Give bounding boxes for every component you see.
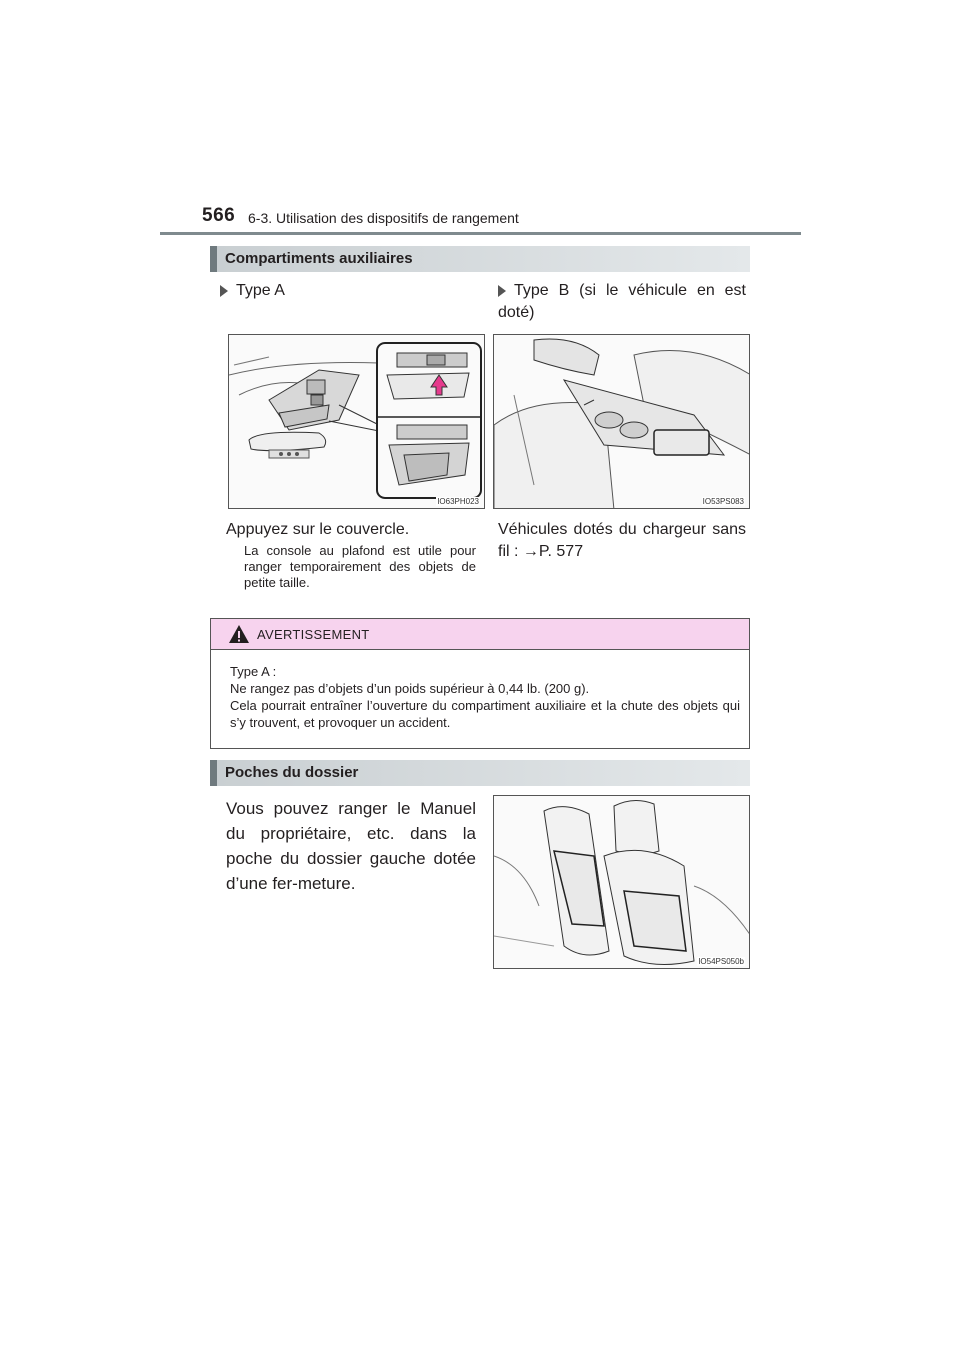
figure-type-a-overhead-console	[228, 334, 485, 509]
center-console-illustration	[494, 335, 750, 509]
warning-box	[210, 618, 750, 749]
warning-title: AVERTISSEMENT	[257, 627, 370, 642]
page-number: 566	[202, 205, 236, 226]
chapter-title: 6-3. Utilisation des dispositifs de rangement	[248, 210, 519, 226]
type-a-note: La console au plafond est utile pour ranger temporairement des objets de petite taille.	[244, 543, 476, 590]
seatback-pocket-illustration	[494, 796, 750, 969]
type-b-label	[498, 280, 746, 324]
warning-line: Type A :	[230, 664, 277, 679]
warning-body	[230, 663, 740, 731]
warning-triangle-icon	[228, 624, 250, 644]
figure-code: IO63PH023	[437, 497, 479, 506]
type-a-text: Type A	[236, 282, 285, 299]
warning-line: Cela pourrait entraîner l’ouverture du compartiment auxiliaire et la chute des objets qui s’y trouvent, et provoquer un accident.	[230, 698, 740, 730]
warning-header	[211, 619, 749, 650]
triangle-bullet-icon	[498, 285, 506, 297]
type-b-text: Type B (si le véhicule en est doté)	[498, 282, 746, 321]
section-title: Poches du dossier	[225, 764, 359, 781]
overhead-console-illustration	[229, 335, 485, 509]
figure-type-b-center-console	[493, 334, 750, 509]
type-a-caption: Appuyez sur le couvercle.	[226, 521, 410, 538]
header-rule	[160, 232, 801, 235]
type-b-caption: Véhicules dotés du chargeur sans fil : →P. 577	[498, 521, 746, 560]
figure-code: IO54PS050b	[698, 957, 744, 966]
triangle-bullet-icon	[220, 285, 228, 297]
section-title: Compartiments auxiliaires	[225, 250, 413, 267]
type-a-label	[220, 280, 285, 302]
figure-seatback-pocket	[493, 795, 750, 969]
warning-line: Ne rangez pas d’objets d’un poids supérieur à 0,44 lb. (200 g).	[230, 681, 590, 696]
seatback-pocket-text: Vous pouvez ranger le Manuel du propriétaire, etc. dans la poche du dossier gauche dotée d’une fer-meture.	[226, 799, 476, 893]
section-heading-seatback-pockets	[210, 760, 750, 786]
figure-code: IO53PS083	[702, 497, 744, 506]
section-heading-auxiliary-compartments	[210, 246, 750, 272]
